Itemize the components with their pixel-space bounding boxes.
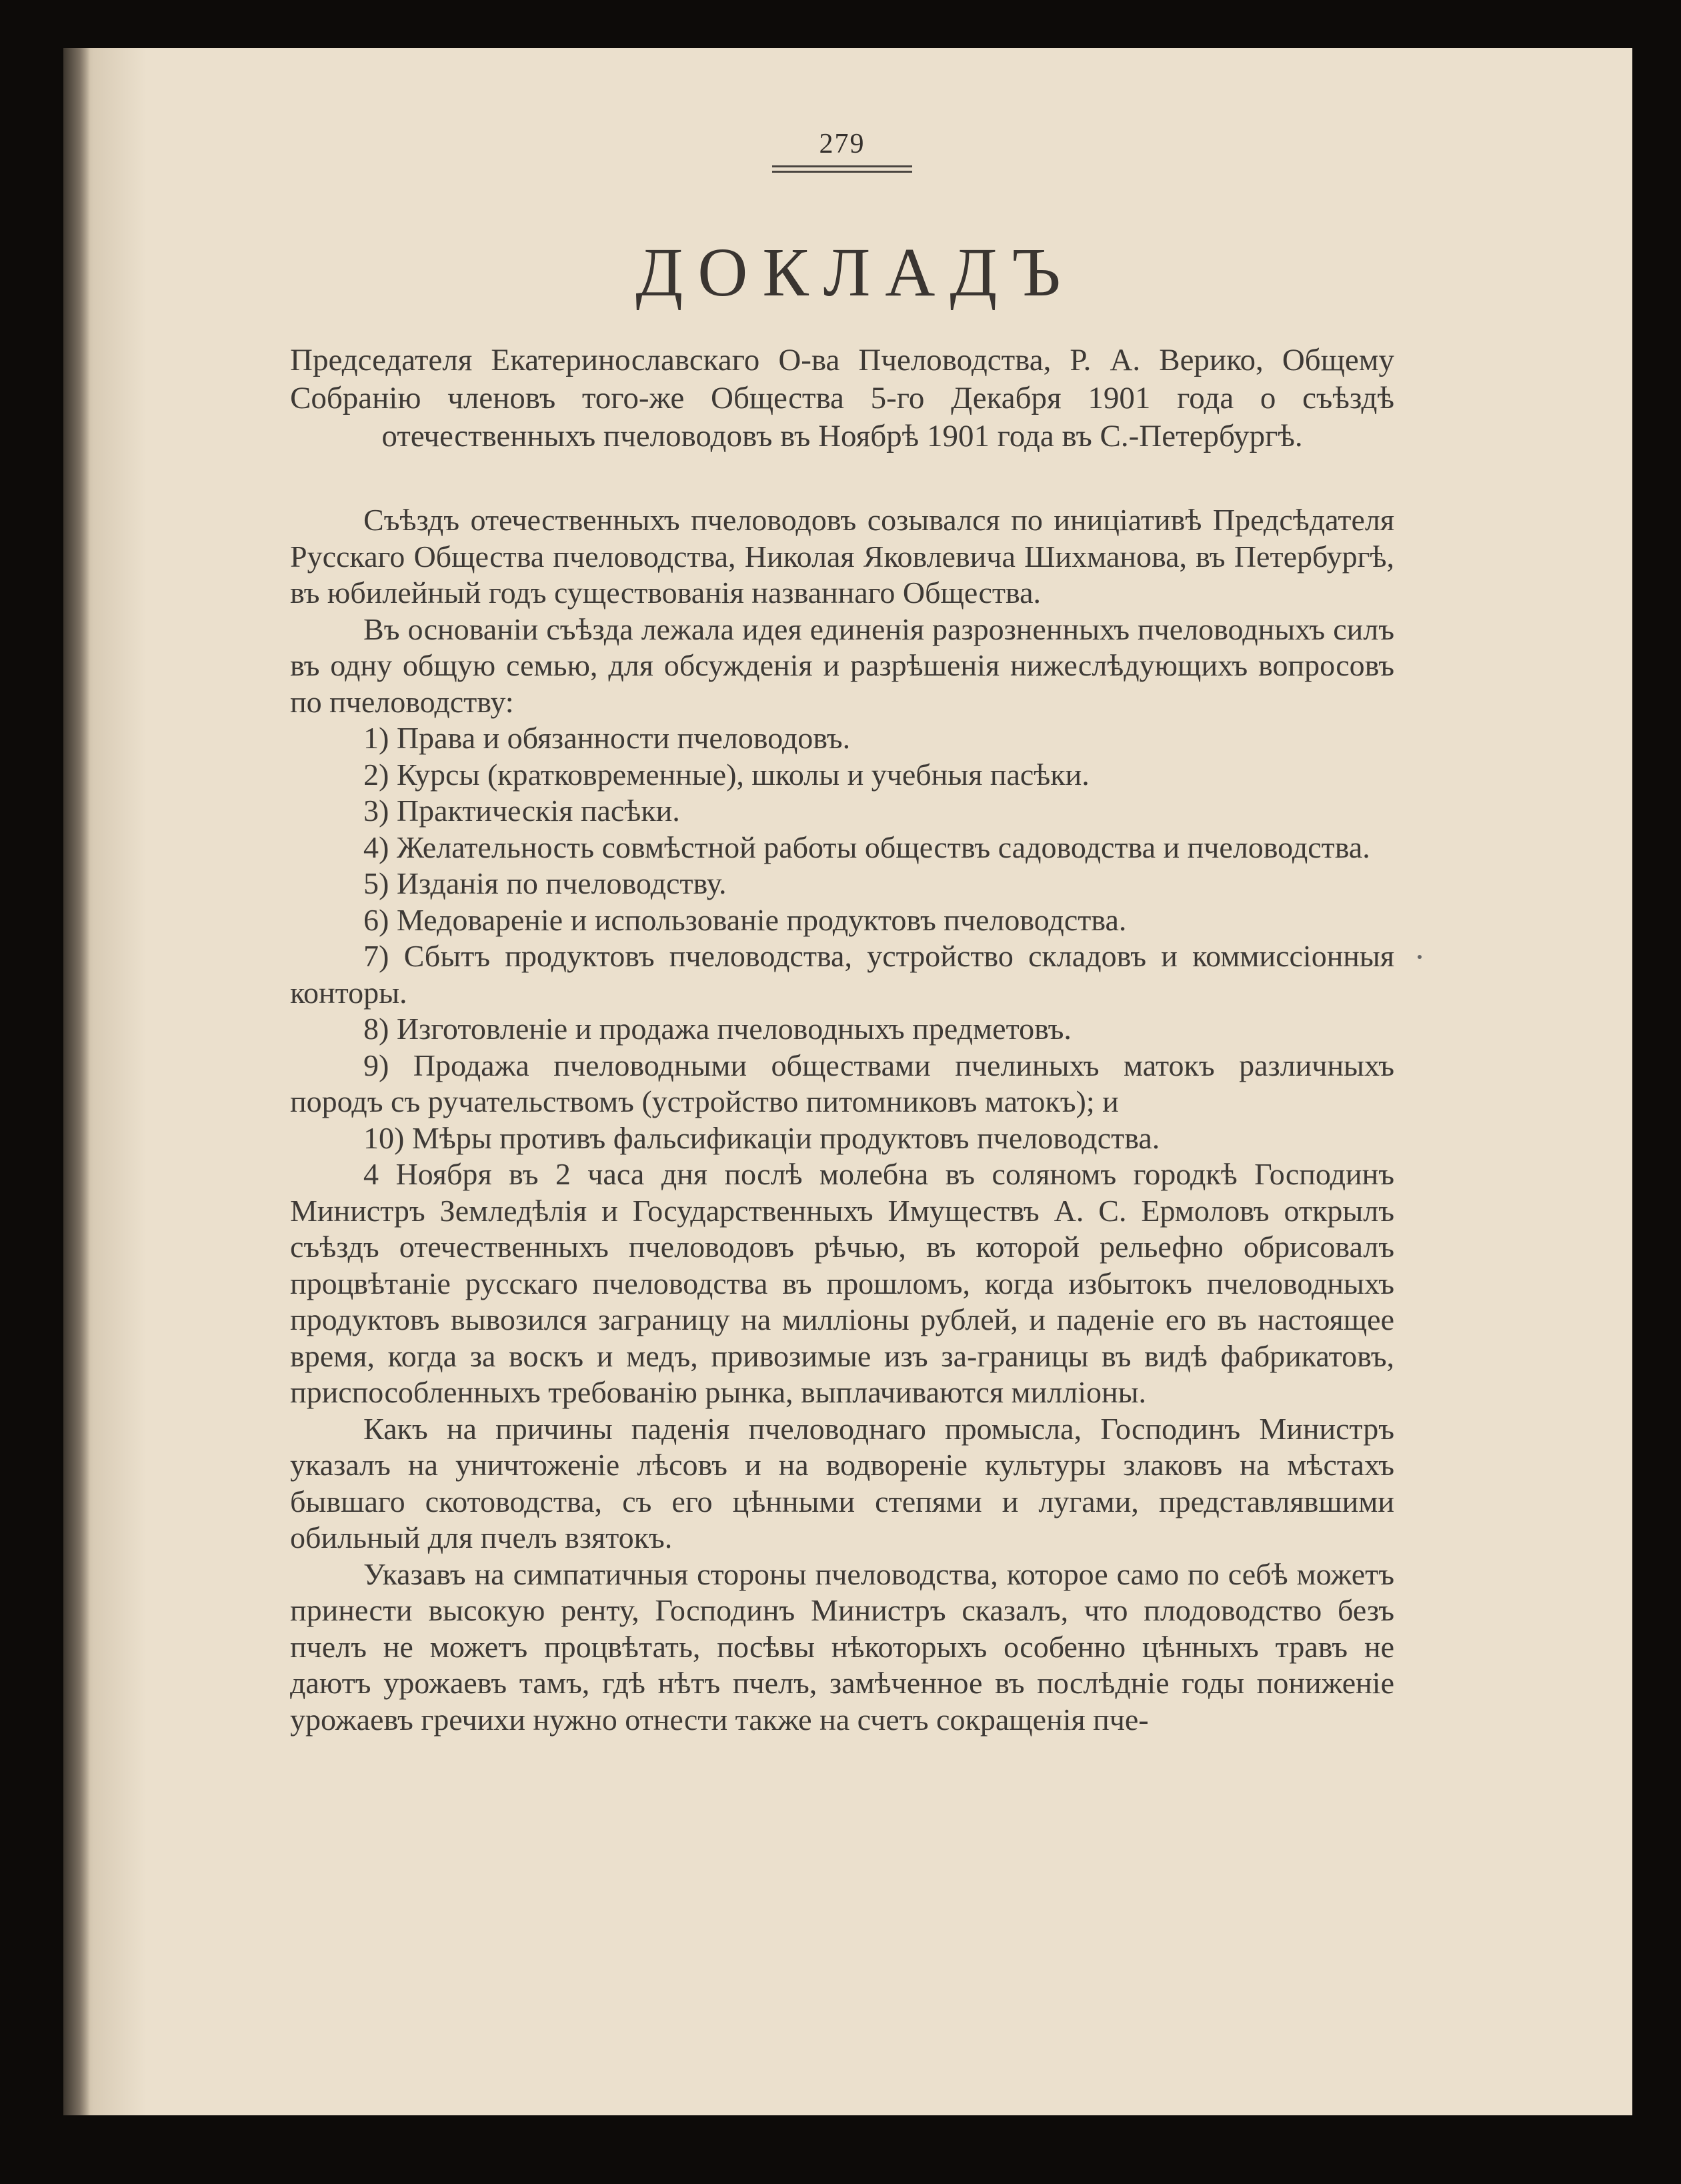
list-item: 2) Курсы (кратковременные), школы и учебныя пасѣки.: [363, 757, 1090, 792]
list-item: 8) Изготовленіе и продажа пчеловодныхъ предметовъ.: [363, 1012, 1072, 1046]
paragraph: Какъ на причины паденія пчеловоднаго промысла, Господинъ Министръ указалъ на уничтоженіе лѣсовъ и на водвореніе культуры злаковъ на мѣстахъ бывшаго скотоводства, съ его цѣнными степями и лугами, представлявшими обильный для пчелъ взятокъ.: [290, 1411, 1394, 1554]
paragraph: Съѣздъ отечественныхъ пчеловодовъ созывался по иниціативѣ Предсѣдателя Русскаго Общества пчеловодства, Николая Яковлевича Шихманова, въ Петербургѣ, въ юбилейный годъ существованія названнаго Общества.: [290, 503, 1394, 610]
paragraph: Указавъ на симпатичныя стороны пчеловодства, которое само по себѣ можетъ принести высокую ренту, Господинъ Министръ сказалъ, что плодоводство безъ пчелъ не можетъ процвѣтать, посѣвы нѣкоторыхъ особенно цѣнныхъ травъ не даютъ урожаевъ тамъ, гдѣ нѣтъ пчелъ, замѣченное въ послѣдніе годы пониженіе урожаевъ гречихи нужно отнести также на счетъ сокращенія пче-: [290, 1556, 1394, 1737]
list-item: 5) Изданія по пчеловодству.: [363, 866, 727, 900]
page-content: [290, 128, 1394, 1738]
list-item: 1) Права и обязанности пчеловодовъ.: [363, 721, 851, 755]
list-item: 7) Сбытъ продуктовъ пчеловодства, устройство складовъ и коммиссіонныя конторы.: [290, 939, 1394, 1010]
report-subtitle: Председателя Екатеринославскаго О-ва Пчеловодства, Р. А. Верико, Общему Собранію членовъ того-же Общества 5-го Декабря 1901 года о съѣздѣ отечественныхъ пчеловодовъ въ Ноябрѣ 1901 года въ С.-Петербургѣ.: [290, 343, 1394, 453]
list-item: 3) Практическія пасѣки.: [363, 794, 680, 828]
book-binding: [63, 48, 90, 2115]
list-item: 4) Желательность совмѣстной работы обществъ садоводства и пчеловодства.: [363, 830, 1370, 864]
page-number: 279: [819, 129, 866, 159]
paragraph: 4 Ноября въ 2 часа дня послѣ молебна въ соляномъ городкѣ Господинъ Министръ Земледѣлія и Государственныхъ Имуществъ А. С. Ермоловъ открылъ съѣздъ отечественныхъ пчеловодовъ рѣчью, въ которой рельефно обрисовалъ процвѣтаніе русскаго пчеловодства въ прошломъ, когда избытокъ пчеловодныхъ продуктовъ вывозился заграницу на милліоны рублей, и паденіе его въ настоящее время, когда за воскъ и медъ, привозимые изъ за-границы въ видѣ фабрикатовъ, приспособленныхъ требованію рынка, выплачиваются милліоны.: [290, 1157, 1394, 1409]
page-number-underline: [772, 165, 912, 173]
body-text: [290, 502, 1394, 1738]
list-item: 6) Медовареніе и использованіе продуктовъ пчеловодства.: [363, 902, 1127, 937]
page-title: ДОКЛАДЪ: [635, 234, 1076, 311]
paragraph: Въ основаніи съѣзда лежала идея единенія разрозненныхъ пчеловодныхъ силъ въ одну общую семью, для обсужденія и разрѣшенія нижеслѣдующихъ вопросовъ по пчеловодству:: [290, 612, 1394, 719]
list-item: 9) Продажа пчеловодными обществами пчелиныхъ матокъ различныхъ породъ съ ручательствомъ (устройство питомниковъ матокъ); и: [290, 1048, 1394, 1118]
ink-speck: [1418, 955, 1422, 959]
list-item: 10) Мѣры противъ фальсификаціи продуктовъ пчеловодства.: [363, 1120, 1160, 1155]
